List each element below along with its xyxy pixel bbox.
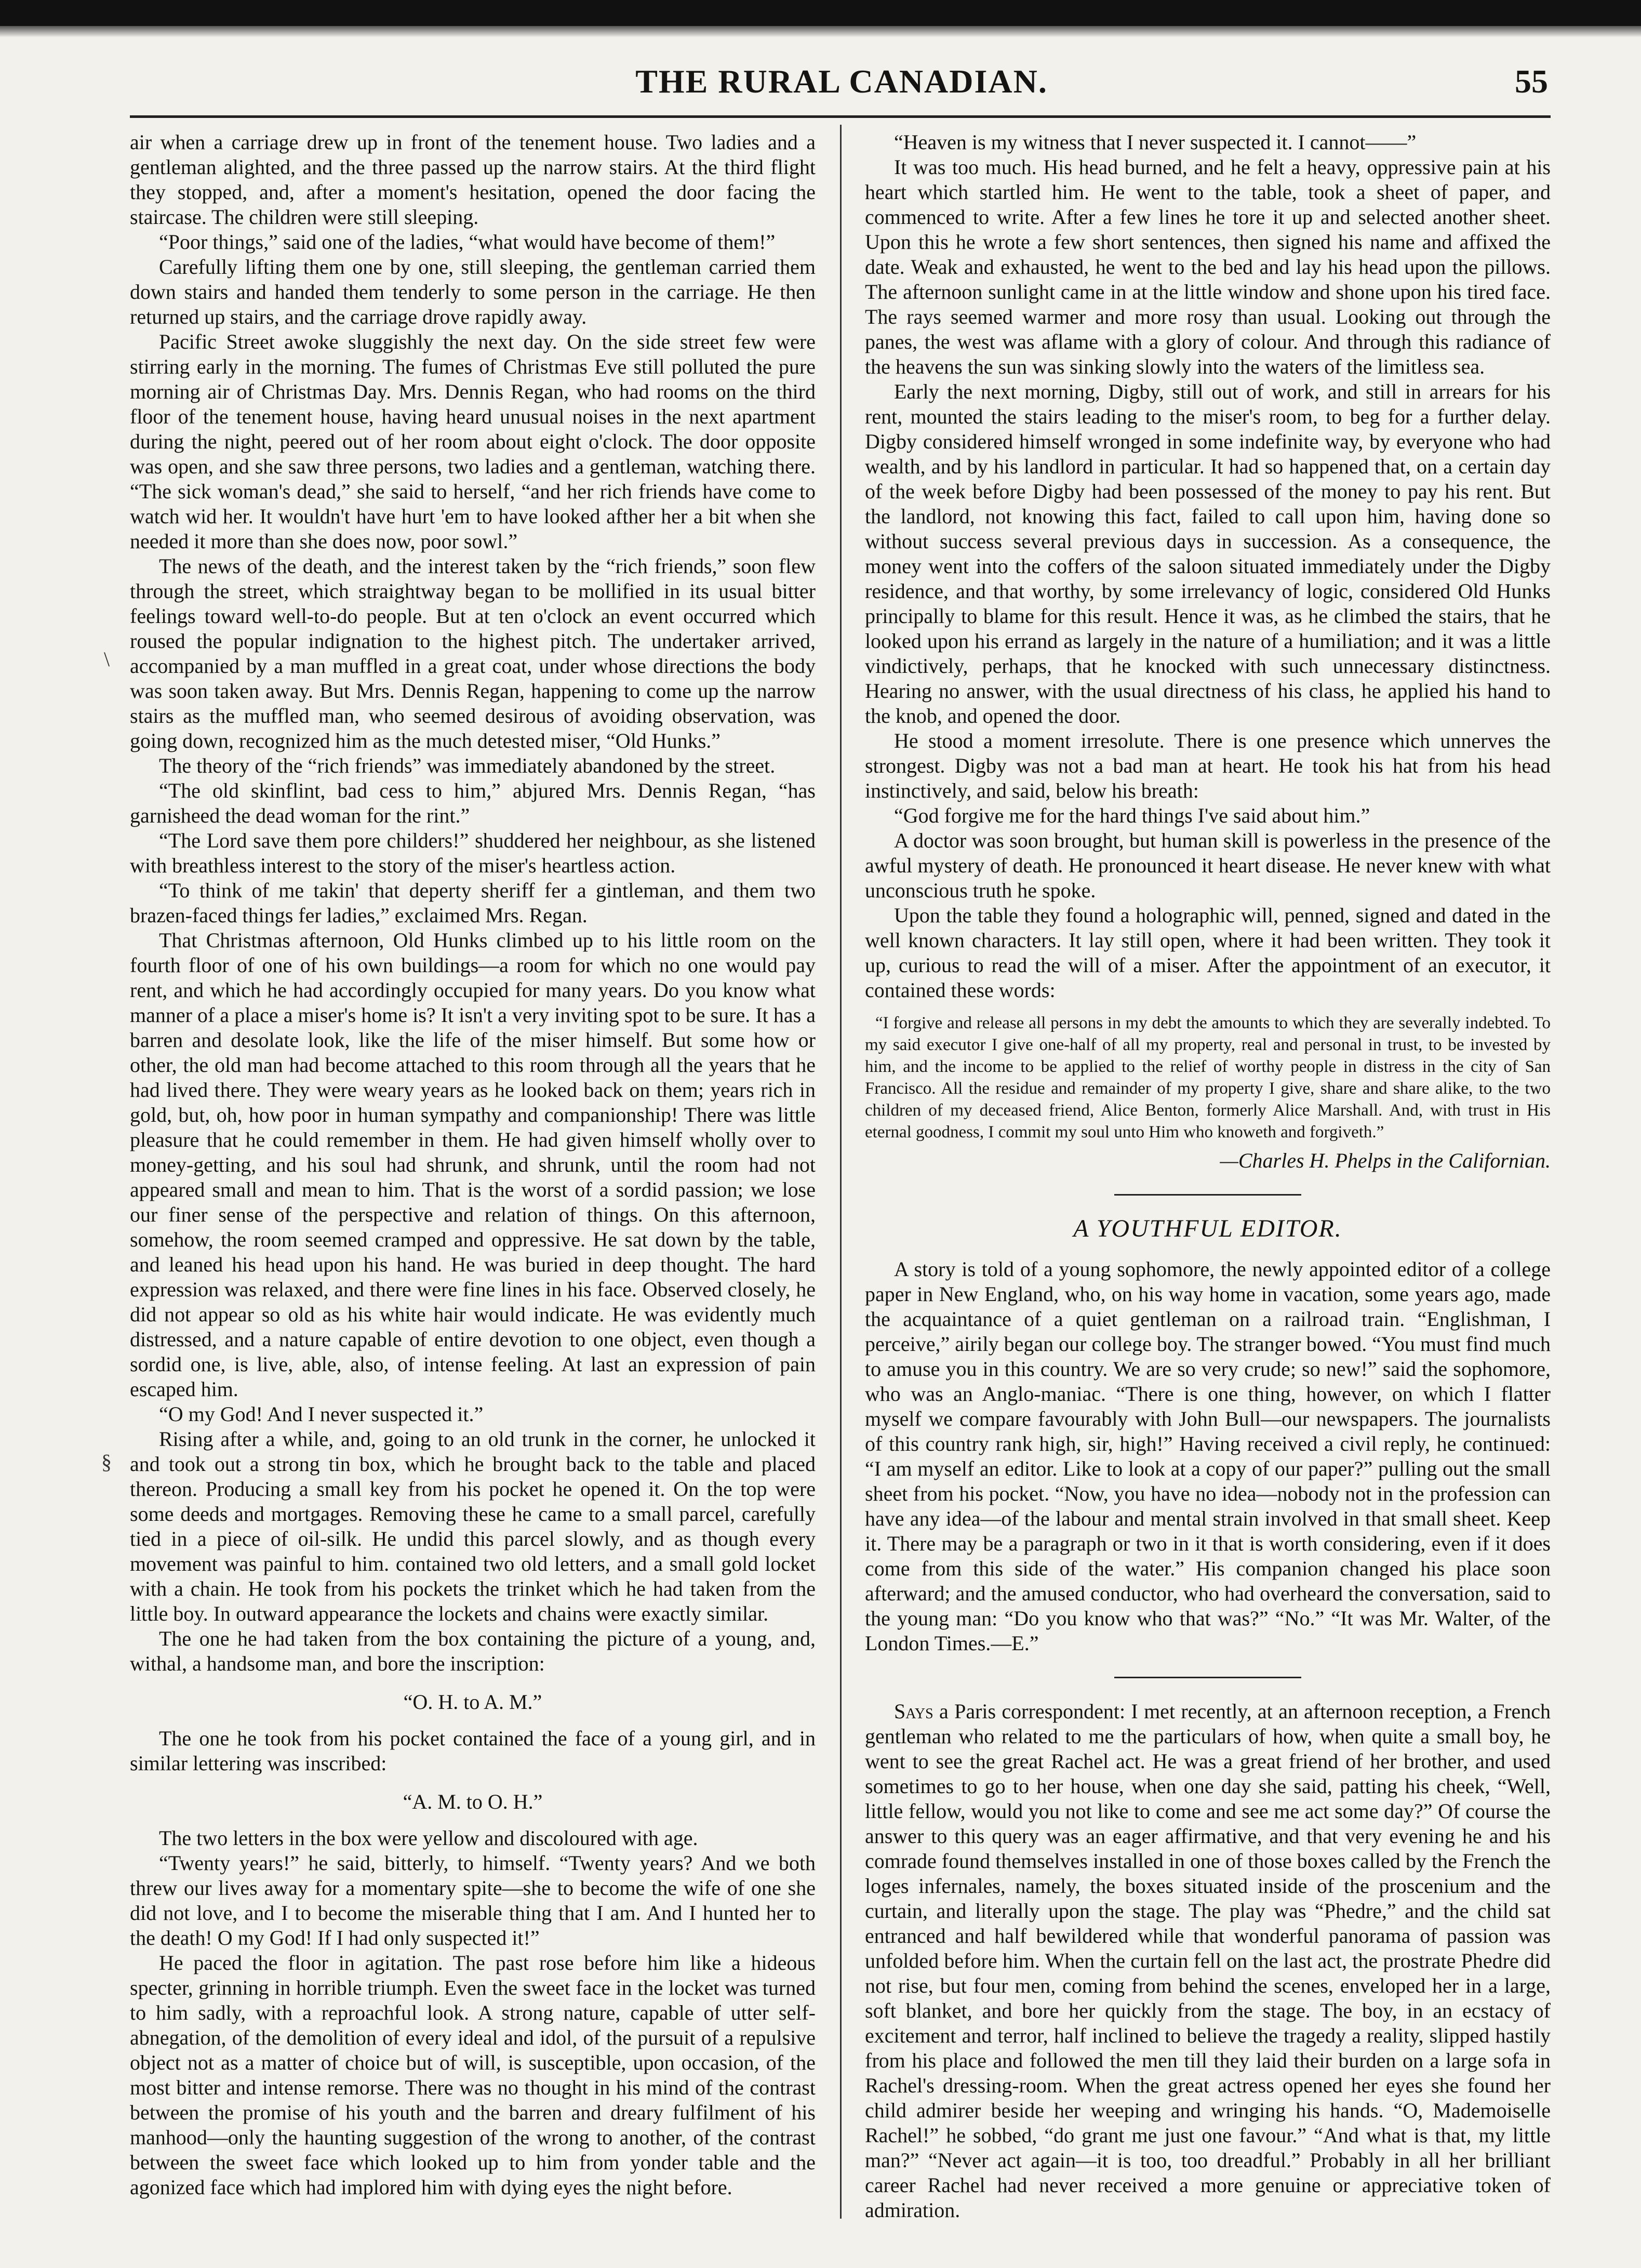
lead-word: Says	[894, 1700, 933, 1723]
column-divider	[840, 125, 842, 2219]
will-text: “I forgive and release all persons in my debt the amounts to which they are severally indebted. To my said executor I give one-half of all my property, real and personal in trust, to be invested by him, and the income to be applied to the relief of worthy people in distress in the city of San Francisco. All the residue and remainder of my property I give, share and share alike, to the two children of my deceased friend, Alice Benton, formerly Alice Marshall. And, with trust in His eternal goodness, I commit my soul unto Him who knoweth and forgiveth.”	[865, 1014, 1551, 1142]
paragraph: Carefully lifting them one by one, still sleeping, the gentleman carried them down stairs and handed them tenderly to some person in the carriage. He then returned up stairs, and the carriage drove rapidly away.	[130, 255, 816, 328]
paragraph: Pacific Street awoke sluggishly the next day. On the side street few were stirring early in the morning. The fumes of Christmas Eve still polluted the pure morning air of Christmas Day. Mrs. Dennis Regan, who had rooms on the third floor of the tenement house, having heard unusual noises in the next apartment during the night, peered out of her room about eight o'clock. The door opposite was open, and she saw three persons, two ladies and a gentleman, watching there. “The sick woman's dead,” she said to herself, “and her rich friends have come to watch wid her. It wouldn't have hurt 'em to have looked afther her a bit when she needed it more than she does now, poor sowl.”	[130, 330, 816, 553]
paragraph: The news of the death, and the interest taken by the “rich friends,” soon flew through the street, which straightway began to be mollified in its usual bitter feelings toward well-to-do people. But at ten o'clock an event occurred which roused the popular indignation to the highest pitch. The undertaker arrived, accompanied by a man muffled in a great coat, under whose directions the body was soon taken away. But Mrs. Dennis Regan, happening to come up the narrow stairs as the muffled man, who seemed desirous of avoiding observation, was going down, recognized him as the much detested miser, “Old Hunks.”	[130, 554, 816, 752]
margin-mark: §	[101, 1450, 112, 1474]
header-rule	[130, 115, 1551, 118]
paragraph: “O my God! And I never suspected it.”	[159, 1402, 484, 1426]
paragraph: A doctor was soon brought, but human skill is powerless in the presence of the awful mystery of death. He pronounced it heart disease. He never knew with what unconscious truth he spoke.	[865, 829, 1551, 902]
paragraph: “Heaven is my witness that I never suspected it. I cannot——”	[894, 130, 1417, 154]
section-title: A YOUTHFUL EDITOR.	[1073, 1215, 1342, 1242]
left-column	[130, 130, 816, 2200]
paragraph-body: a Paris correspondent: I met recently, at an afternoon reception, a French gentleman who related to me the particulars of how, when quite a small boy, he went to see the great Rachel act. He was a great friend of her brother, and used sometimes to go to her house, when one day she said, patting his cheek, “Well, little fellow, would you not like to come and see me act some day?” Of course the answer to this query was an eager affirmative, and that very evening he and his comrade found themselves installed in one of those boxes called by the French the loges infernales, namely, the boxes situated inside of the proscenium and the curtain, and literally upon the stage. The play was “Phedre,” and the child sat entranced and half bewildered while that wonderful panorama of passion was unfolded before him. When the curtain fell on the last act, the prostrate Phedre did not rise, but four men, coming from behind the scenes, enveloped her in a large, soft blanket, and bore her quickly from the stage. The boy, in an ecstacy of excitement and terror, half inclined to believe the tragedy a reality, slipped hastily from his place and followed the men till they laid their burden on a large sofa in Rachel's dressing-room. When the great actress opened her eyes she found her child admirer beside her weeping and wringing his hands. “O, Mademoiselle Rachel!” he sobbed, “do grant me just one favour.” “And what is that, my little man?” “Never act again—it is too, too dreadful.” Probably in all her brilliant career Rachel had never received a more genuine or appreciative token of admiration.	[865, 1700, 1551, 2222]
paragraph: “The Lord save them pore childers!” shuddered her neighbour, as she listened with breathless interest to the story of the miser's heartless action.	[130, 829, 816, 877]
locket-inscription: “A. M. to O. H.”	[403, 1790, 543, 1813]
margin-mark: \	[104, 647, 110, 671]
paragraph: “Twenty years!” he said, bitterly, to himself. “Twenty years? And we both threw our lives away for a momentary spite—she to become the wife of one she did not love, and I to become the miserable thing that I am. And I hunted her to the death! O my God! If I had only suspected it!”	[130, 1851, 816, 1949]
section-rule	[1114, 1194, 1301, 1196]
page-number: 55	[1515, 63, 1548, 100]
page-header	[135, 57, 1548, 120]
masthead-title: THE RURAL CANADIAN.	[635, 63, 1048, 100]
paragraph: “Poor things,” said one of the ladies, “what would have become of them!”	[159, 230, 776, 254]
right-column	[865, 130, 1551, 2223]
paragraph: A story is told of a young sophomore, the newly appointed editor of a college paper in New England, who, on his way home in vacation, some years ago, made the acquaintance of a quiet gentleman on a railroad train. “Englishman, I perceive,” airily began our college boy. The stranger bowed. “You must find much to amuse you in this country. We are so very crude; so new!” said the sophomore, who was an Anglo-maniac. “There is one thing, however, on which I flatter myself we compare favourably with John Bull—our newspapers. The journalists of this country rank high, sir, high!” Having received a civil reply, he continued: “I am myself an editor. Like to look at a copy of our paper?” pulling out the small sheet from his pocket. “Now, you have no idea—nobody not in the profession can have any idea—of the labour and mental strain involved in that small sheet. Keep it. There may be a paragraph or two in it that is worth considering, even if it does come from this side of the water.” His companion changed his place soon afterward; and the amused conductor, who had overheard the conversation, said to the young man: “Do you know who that was?” “No.” “It was Mr. Walter, of the London Times.—E.”	[865, 1257, 1551, 1655]
paragraph: air when a carriage drew up in front of the tenement house. Two ladies and a gentleman alighted, and the three passed up the narrow stairs. At the third flight they stopped, and, after a moment's hesitation, opened the door facing the staircase. The children were still sleeping.	[130, 130, 816, 229]
paragraph: The theory of the “rich friends” was immediately abandoned by the street.	[159, 754, 776, 777]
paragraph: He paced the floor in agitation. The past rose before him like a hideous specter, grinning in horrible triumph. Even the sweet face in the locket was turned to him sadly, with a reproachful look. A strong nature, capable of utter self-abnegation, of the demolition of every ideal and idol, of the pursuit of a repulsive object not as a matter of choice but of will, is susceptible, upon occasion, of the most bitter and intense remorse. There was no thought in his mind of the contrast between the promise of his youth and the barren and dreary fulfilment of his manhood—only the haunting suggestion of the wrong to another, of the contrast between the sweet face which looked up to him from yonder table and the agonized face which had implored him with dying eyes the night before.	[130, 1951, 816, 2199]
paragraph: He stood a moment irresolute. There is one presence which unnerves the strongest. Digby was not a bad man at heart. He took his hat from his head instinctively, and said, below his breath:	[865, 729, 1551, 802]
paragraph	[865, 1699, 1551, 2223]
paragraph: Upon the table they found a holographic will, penned, signed and dated in the well known characters. It lay still open, where it had been written. They took it up, curious to read the will of a miser. After the appointment of an executor, it contained these words:	[865, 904, 1551, 1002]
paragraph: Early the next morning, Digby, still out of work, and still in arrears for his rent, mounted the stairs leading to the miser's room, to beg for a further delay. Digby considered himself wronged in some indefinite way, by everyone who had wealth, and by his landlord in particular. It had so happened that, on a certain day of the week before Digby had been possessed of the money to pay his rent. But the landlord, not knowing this fact, failed to call upon him, having done so without success several previous days in succession. As a consequence, the money went into the coffers of the saloon situated immediately under the Digby residence, and that worthy, by some irrelevancy of logic, considered Old Hunks principally to blame for this result. Hence it was, as he climbed the stairs, that he looked upon his errand as largely in the nature of a humiliation; and it was a little vindictively, perhaps, that he knocked with such unnecessary distinctness. Hearing no answer, with the usual directness of his class, he applied his hand to the knob, and opened the door.	[865, 380, 1551, 727]
section-rule	[1114, 1677, 1301, 1678]
scan-top-shadow	[0, 26, 1641, 37]
locket-inscription: “O. H. to A. M.”	[403, 1690, 542, 1714]
paragraph: It was too much. His head burned, and he felt a heavy, oppressive pain at his heart which startled him. He went to the table, took a sheet of paper, and commenced to write. After a few lines he tore it up and selected another sheet. Upon this he wrote a few short sentences, then signed his name and affixed the date. Weak and exhausted, he went to the bed and lay his head upon the pillows. The afternoon sunlight came in at the little window and shone upon his tired face. The rays seemed warmer and more rosy than usual. Looking out through the panes, the west was aflame with a glory of colour. And through this radiance of the heavens the sun was sinking slowly into the waters of the limitless sea.	[865, 155, 1551, 378]
attribution: —Charles H. Phelps in the Californian.	[1220, 1149, 1551, 1172]
paragraph: “God forgive me for the hard things I've said about him.”	[894, 804, 1370, 827]
paragraph: Rising after a while, and, going to an old trunk in the corner, he unlocked it and took out a strong tin box, which he brought back to the table and placed thereon. Producing a small key from his pocket he opened it. On the top were some deeds and mortgages. Removing these he came to a small parcel, carefully tied in a piece of oil-silk. He undid this parcel slowly, and as though every movement was painful to him. contained two old letters, and a small gold locket with a chain. He took from his pockets the trinket which he had taken from the little boy. In outward appearance the lockets and chains were exactly similar.	[130, 1427, 816, 1625]
scan-top-border	[0, 0, 1641, 26]
paragraph: That Christmas afternoon, Old Hunks climbed up to his little room on the fourth floor of one of his own buildings—a room for which no one would pay rent, and which he had accordingly occupied for many years. Do you know what manner of a place a miser's home is? It isn't a very inviting spot to be sure. It has a barren and desolate look, like the life of the miser himself. But some how or other, the old man had become attached to this room through all the years that he had lived there. They were weary years as he looked back on them; years rich in gold, but, oh, how poor in human sympathy and companionship! There was little pleasure that he could remember in them. He had given himself wholly over to money-getting, and his soul had shrunk, and shrunk, until the room had not appeared small and mean to him. That is the worst of a sordid passion; we lose our finer sense of the perspective and relation of things. On this afternoon, somehow, the room seemed cramped and oppressive. He sat down by the table, and leaned his head upon his hand. He was buried in deep thought. The hard expression was relaxed, and there were fine lines in his face. Observed closely, he did not appear so old as his white hair would indicate. He was evidently much distressed, and a nature capable of entire devotion to one object, even though a sordid one, is live, able, also, of intense feeling. At last an expression of pain escaped him.	[130, 929, 816, 1401]
paragraph: “To think of me takin' that deperty sheriff fer a gintleman, and them two brazen-faced things fer ladies,” exclaimed Mrs. Regan.	[130, 879, 816, 927]
paragraph: The two letters in the box were yellow and discoloured with age.	[159, 1826, 698, 1850]
paragraph: The one he had taken from the box containing the picture of a young, and, withal, a handsome man, and bore the inscription:	[130, 1627, 816, 1675]
paragraph: The one he took from his pocket contained the face of a young girl, and in similar lettering was inscribed:	[130, 1727, 816, 1775]
paragraph: “The old skinflint, bad cess to him,” abjured Mrs. Dennis Regan, “has garnisheed the dead woman for the rint.”	[130, 779, 816, 827]
